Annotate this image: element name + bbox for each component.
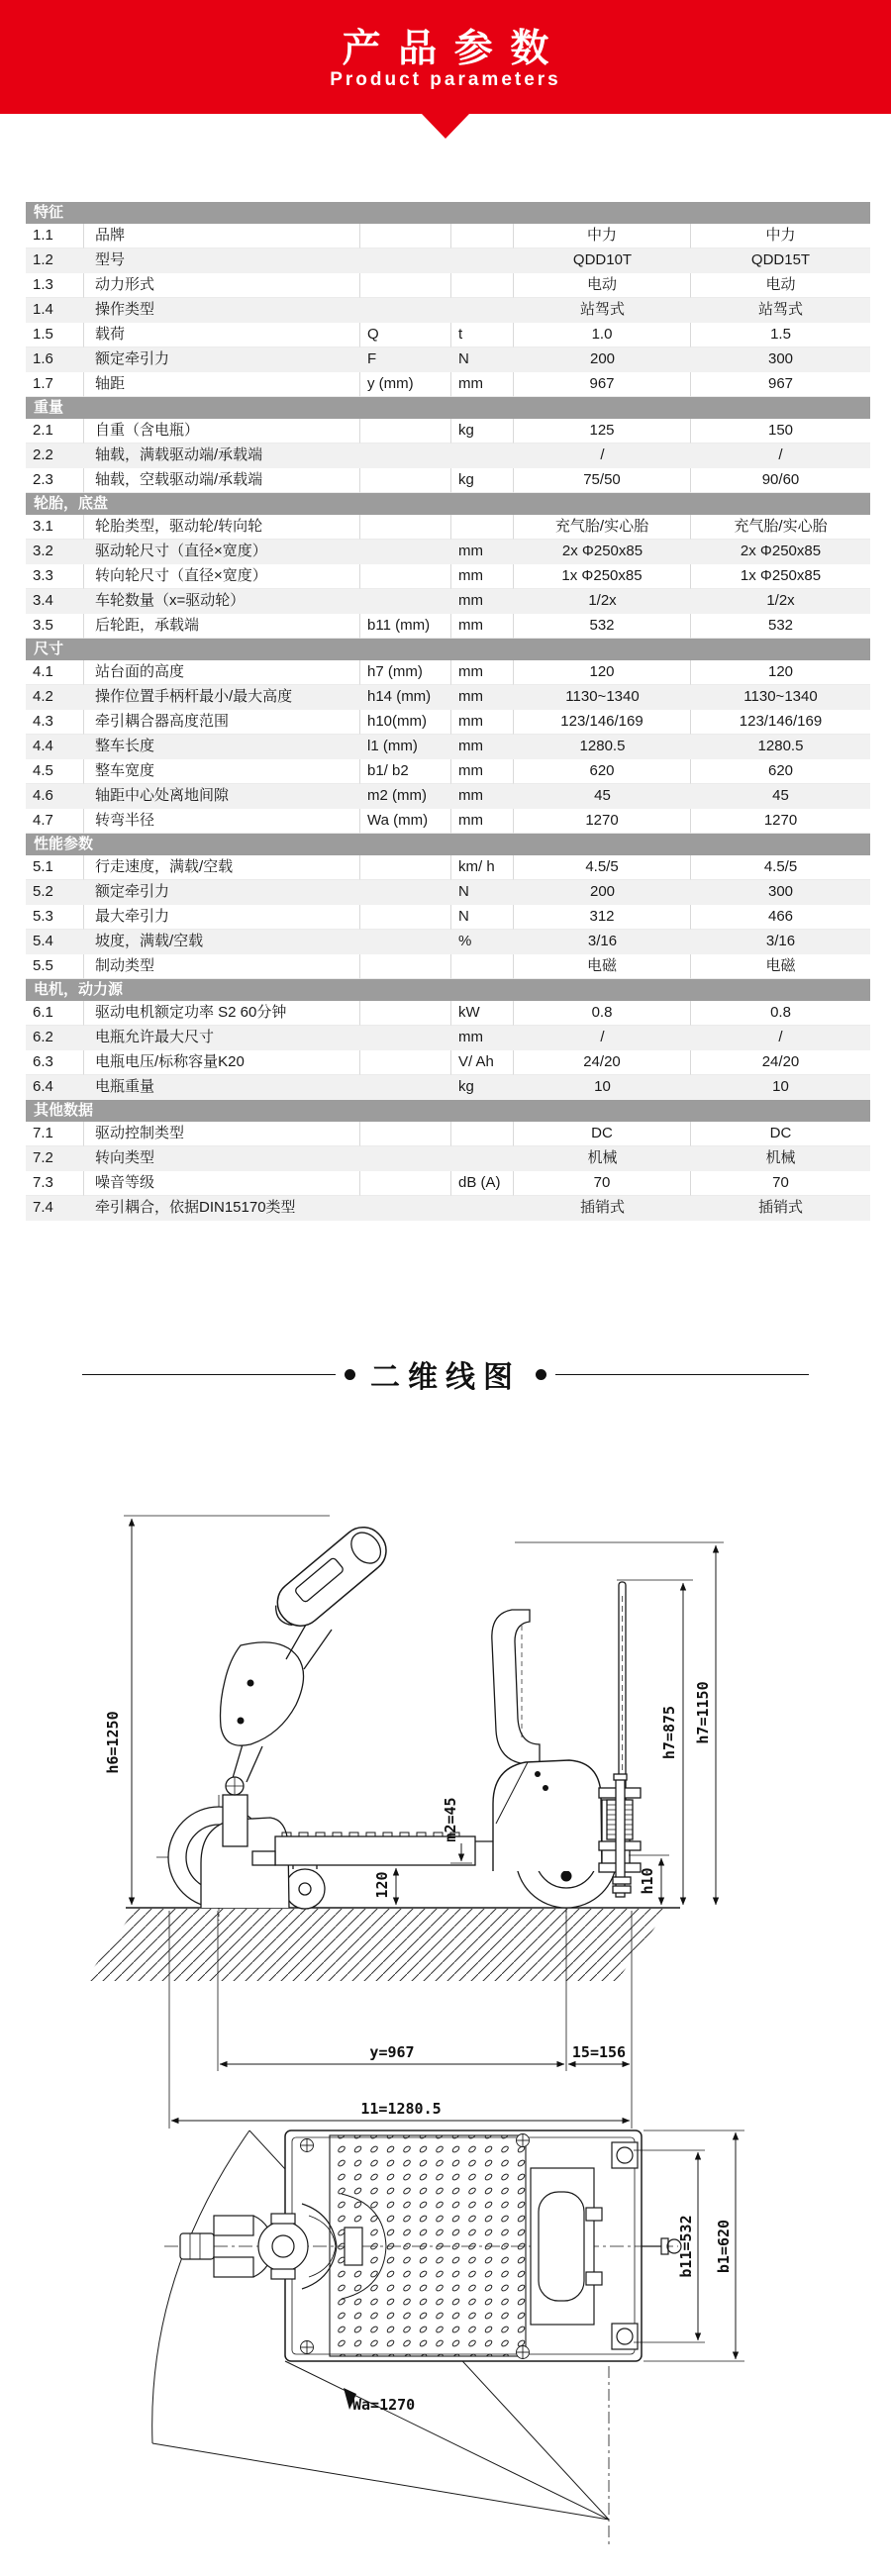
cell-value-qdd10t: 1130~1340 — [565, 688, 640, 705]
section-header: 轮胎，底盘 — [26, 493, 870, 515]
cell-value-qdd15t: 123/146/169 — [691, 710, 870, 735]
cell-symbol — [360, 444, 451, 468]
table-row — [26, 372, 870, 397]
section-header: 尺寸 — [26, 639, 870, 660]
cell-symbol — [360, 298, 451, 323]
cell-name: 操作位置手柄杆最小/最大高度 — [95, 688, 293, 705]
cell-name: 牵引耦合，依据DIN15170类型 — [95, 1199, 296, 1216]
dim-120: 120 — [373, 1871, 391, 1899]
cell-symbol — [360, 224, 451, 248]
cell-value-qdd15t: 2x Φ250x85 — [740, 543, 822, 559]
cell-value-qdd15t: QDD15T — [750, 251, 811, 268]
spec-section — [26, 493, 870, 639]
cell-value-qdd15t: 电磁 — [691, 954, 870, 979]
cell-unit — [451, 954, 514, 979]
cell-index: 6.2 — [33, 1029, 53, 1045]
cell-index: 1.5 — [26, 323, 84, 347]
cell-index: 4.3 — [26, 710, 84, 735]
cell-name: 轮胎类型，驱动轮/转向轮 — [84, 515, 360, 540]
dim-b1: b1=620 — [715, 2219, 733, 2274]
cell-value-qdd10t: 2x Φ250x85 — [561, 543, 644, 559]
table-row — [26, 298, 870, 323]
cell-index: 4.7 — [26, 809, 84, 834]
table-row — [26, 1001, 870, 1026]
cell-symbol — [360, 564, 451, 589]
table-row — [26, 468, 870, 493]
cell-unit: mm — [451, 759, 514, 784]
cell-name: 额定牵引力 — [95, 883, 170, 900]
cell-name: 轴载，空载驱动端/承载端 — [84, 468, 360, 493]
cell-value-qdd15t: 300 — [767, 350, 794, 367]
cell-symbol: Q — [360, 323, 451, 347]
table-row — [26, 855, 870, 880]
cell-name: 电瓶重量 — [95, 1078, 155, 1095]
cell-index: 6.3 — [26, 1050, 84, 1075]
cell-symbol: h14 (mm) — [367, 688, 432, 705]
cell-symbol — [360, 1026, 451, 1050]
bullet-icon — [536, 1369, 546, 1380]
cell-value-qdd15t: 300 — [767, 883, 794, 900]
cell-value-qdd10t: 200 — [589, 350, 616, 367]
cell-name: 牵引耦合器高度范围 — [84, 710, 360, 735]
cell-value-qdd15t: 24/20 — [691, 1050, 870, 1075]
cell-value-qdd15t: / — [778, 446, 783, 463]
cell-unit: mm — [451, 660, 514, 685]
cell-index: 1.2 — [33, 251, 53, 268]
page-subtitle: Product parameters — [330, 69, 561, 90]
cell-value-qdd15t: / — [778, 1029, 783, 1045]
dim-m2: m2=45 — [442, 1797, 459, 1842]
cell-symbol — [360, 419, 451, 444]
banner-pointer-icon — [422, 114, 469, 139]
cell-index: 7.3 — [26, 1171, 84, 1196]
cell-unit: mm — [458, 738, 483, 754]
tiller-grip — [265, 1519, 395, 1637]
cell-unit — [451, 224, 514, 248]
cell-unit: dB (A) — [451, 1171, 514, 1196]
cell-name: 后轮距，承载端 — [84, 614, 360, 639]
cell-value-qdd10t: 机械 — [587, 1149, 618, 1166]
table-row — [26, 759, 870, 784]
cell-value-qdd15t: 532 — [691, 614, 870, 639]
cell-value-qdd15t: 967 — [691, 372, 870, 397]
cell-value-qdd10t: 3/16 — [587, 933, 618, 949]
cell-unit: N — [458, 883, 469, 900]
table-row — [26, 930, 870, 954]
section-header: 其他数据 — [26, 1100, 870, 1122]
cell-unit: mm — [458, 543, 483, 559]
dim-wa: Wa=1270 — [352, 2396, 416, 2414]
cell-unit: kg — [451, 468, 514, 493]
cell-index: 1.3 — [26, 273, 84, 298]
cell-value-qdd10t: 站驾式 — [579, 301, 625, 318]
cell-name: 自重（含电瓶） — [84, 419, 360, 444]
cell-index: 5.5 — [26, 954, 84, 979]
cell-unit: mm — [458, 1029, 483, 1045]
cell-unit: kW — [451, 1001, 514, 1026]
cell-unit: mm — [451, 564, 514, 589]
cell-symbol — [360, 1001, 451, 1026]
cell-value-qdd15t: 620 — [691, 759, 870, 784]
table-row — [26, 614, 870, 639]
cell-name: 额定牵引力 — [95, 350, 170, 367]
cell-value-qdd10t: / — [600, 1029, 605, 1045]
table-row — [26, 273, 870, 298]
cell-value-qdd10t: 电磁 — [514, 954, 691, 979]
cell-name: 载荷 — [84, 323, 360, 347]
table-row — [26, 540, 870, 564]
cell-value-qdd15t: 150 — [691, 419, 870, 444]
cell-symbol — [360, 954, 451, 979]
cell-index: 4.6 — [33, 787, 53, 804]
cell-value-qdd10t: 中力 — [514, 224, 691, 248]
table-row — [26, 323, 870, 347]
cell-value-qdd15t: 1.5 — [691, 323, 870, 347]
cell-value-qdd10t: 75/50 — [514, 468, 691, 493]
cell-value-qdd10t: 120 — [514, 660, 691, 685]
cell-value-qdd10t: DC — [514, 1122, 691, 1146]
cell-name: 转向轮尺寸（直径×宽度） — [84, 564, 360, 589]
table-row — [26, 248, 870, 273]
cell-value-qdd10t: 4.5/5 — [514, 855, 691, 880]
cell-symbol: Wa (mm) — [360, 809, 451, 834]
cell-value-qdd10t: 200 — [589, 883, 616, 900]
cell-value-qdd15t: 90/60 — [691, 468, 870, 493]
cell-index: 2.3 — [26, 468, 84, 493]
cell-value-qdd15t: 70 — [691, 1171, 870, 1196]
cell-unit: mm — [451, 809, 514, 834]
spec-section — [26, 834, 870, 979]
cell-name: 品牌 — [84, 224, 360, 248]
cell-value-qdd10t: 312 — [514, 905, 691, 930]
cell-symbol — [360, 273, 451, 298]
spec-table — [26, 202, 870, 1221]
cell-unit: V/ Ah — [451, 1050, 514, 1075]
cell-symbol — [360, 1075, 451, 1100]
cell-value-qdd10t: 967 — [514, 372, 691, 397]
bullet-icon — [345, 1369, 355, 1380]
cell-value-qdd15t: 120 — [691, 660, 870, 685]
cell-symbol: h7 (mm) — [360, 660, 451, 685]
cell-value-qdd15t: 站驾式 — [757, 301, 803, 318]
cell-index: 6.4 — [33, 1078, 53, 1095]
cell-index: 3.3 — [26, 564, 84, 589]
cell-symbol — [360, 1122, 451, 1146]
cell-name: 坡度，满载/空载 — [95, 933, 204, 949]
cell-name: 行走速度，满载/空载 — [84, 855, 360, 880]
cell-unit: kg — [458, 1078, 474, 1095]
cell-value-qdd10t: / — [600, 446, 605, 463]
cell-name: 驱动电机额定功率 S2 60分钟 — [84, 1001, 360, 1026]
cell-name: 最大牵引力 — [84, 905, 360, 930]
cell-name: 整车长度 — [95, 738, 155, 754]
cell-unit: mm — [458, 787, 483, 804]
top-view-drawing — [139, 2129, 772, 2574]
cell-name: 制动类型 — [84, 954, 360, 979]
cell-name: 车轮数量（x=驱动轮） — [95, 592, 246, 609]
cell-symbol: l1 (mm) — [367, 738, 418, 754]
cell-value-qdd10t: QDD10T — [572, 251, 633, 268]
cell-value-qdd10t: 1.0 — [514, 323, 691, 347]
cell-value-qdd10t: 123/146/169 — [514, 710, 691, 735]
cell-value-qdd15t: 0.8 — [691, 1001, 870, 1026]
cell-symbol: y (mm) — [360, 372, 451, 397]
cell-index: 1.4 — [33, 301, 53, 318]
cell-index: 5.2 — [33, 883, 53, 900]
cell-unit: mm — [451, 710, 514, 735]
table-row — [26, 444, 870, 468]
cell-unit: t — [451, 323, 514, 347]
section-header: 电机，动力源 — [26, 979, 870, 1001]
table-row — [26, 515, 870, 540]
cell-value-qdd15t: 45 — [772, 787, 789, 804]
cell-symbol — [360, 905, 451, 930]
cell-name: 站台面的高度 — [84, 660, 360, 685]
dim-b11: b11=532 — [677, 2215, 695, 2278]
cell-index: 1.1 — [26, 224, 84, 248]
cell-value-qdd10t: 10 — [594, 1078, 611, 1095]
table-row — [26, 347, 870, 372]
spec-section — [26, 1100, 870, 1221]
cell-symbol: b11 (mm) — [360, 614, 451, 639]
table-row — [26, 809, 870, 834]
table-row — [26, 224, 870, 248]
cell-symbol: h10(mm) — [360, 710, 451, 735]
cell-index: 5.3 — [26, 905, 84, 930]
cell-name: 轴距中心处离地间隙 — [95, 787, 230, 804]
cell-value-qdd10t: 70 — [514, 1171, 691, 1196]
spec-section — [26, 397, 870, 493]
cell-index: 2.1 — [26, 419, 84, 444]
cell-value-qdd10t: 电动 — [514, 273, 691, 298]
cell-symbol — [360, 468, 451, 493]
cell-name: 操作类型 — [95, 301, 155, 318]
cell-unit — [451, 444, 514, 468]
table-row — [26, 710, 870, 735]
table-row — [26, 880, 870, 905]
cell-index: 7.2 — [33, 1149, 53, 1166]
cell-value-qdd10t: 24/20 — [514, 1050, 691, 1075]
cell-index: 3.5 — [26, 614, 84, 639]
cell-index: 5.1 — [26, 855, 84, 880]
cell-index: 4.5 — [26, 759, 84, 784]
cell-symbol: b1/ b2 — [360, 759, 451, 784]
cell-value-qdd10t: 1280.5 — [579, 738, 626, 754]
dim-y: y=967 — [369, 2043, 415, 2061]
tiller-mast — [221, 1618, 333, 1846]
cell-unit — [451, 515, 514, 540]
cell-index: 4.1 — [26, 660, 84, 685]
table-row — [26, 564, 870, 589]
cell-value-qdd15t: 中力 — [691, 224, 870, 248]
cell-symbol — [360, 589, 451, 614]
cell-value-qdd15t: 1/2x — [766, 592, 795, 609]
table-row — [26, 589, 870, 614]
cell-value-qdd15t: 1280.5 — [757, 738, 804, 754]
table-row — [26, 660, 870, 685]
table-row — [26, 1075, 870, 1100]
diagram-heading — [0, 1352, 891, 1396]
cell-symbol: F — [367, 350, 377, 367]
cell-name: 电瓶电压/标称容量K20 — [84, 1050, 360, 1075]
dim-h7-pole: h7=1150 — [694, 1681, 712, 1744]
cell-name: 轴载，满载驱动端/承载端 — [95, 446, 263, 463]
spec-section — [26, 202, 870, 397]
table-row — [26, 419, 870, 444]
rear-pin-top — [642, 2238, 681, 2254]
cell-symbol — [360, 1050, 451, 1075]
section-header: 重量 — [26, 397, 870, 419]
cell-symbol — [360, 855, 451, 880]
cell-value-qdd15t: 1270 — [691, 809, 870, 834]
cell-value-qdd10t: 125 — [514, 419, 691, 444]
cell-unit — [451, 1146, 514, 1171]
cell-value-qdd15t: 电动 — [691, 273, 870, 298]
cell-name: 电瓶允许最大尺寸 — [95, 1029, 215, 1045]
cell-index: 4.4 — [33, 738, 53, 754]
spec-section — [26, 639, 870, 834]
cell-symbol — [360, 1196, 451, 1221]
section-header: 性能参数 — [26, 834, 870, 855]
cell-symbol — [360, 540, 451, 564]
cell-value-qdd10t: 1x Φ250x85 — [514, 564, 691, 589]
cell-name: 噪音等级 — [84, 1171, 360, 1196]
cell-unit: N — [451, 905, 514, 930]
cell-value-qdd10t: 0.8 — [514, 1001, 691, 1026]
cell-value-qdd10t: 532 — [514, 614, 691, 639]
cell-value-qdd15t: 1x Φ250x85 — [691, 564, 870, 589]
cell-value-qdd10t: 插销式 — [579, 1199, 625, 1216]
cell-symbol — [360, 248, 451, 273]
cell-index: 5.4 — [33, 933, 53, 949]
cell-unit — [451, 1122, 514, 1146]
cell-value-qdd15t: 机械 — [765, 1149, 796, 1166]
cell-symbol — [360, 930, 451, 954]
side-view-drawing — [74, 1416, 817, 2148]
table-row — [26, 1026, 870, 1050]
cell-index: 6.1 — [26, 1001, 84, 1026]
cell-index: 7.1 — [26, 1122, 84, 1146]
table-row — [26, 1196, 870, 1221]
cell-index: 3.2 — [33, 543, 53, 559]
cell-unit — [451, 273, 514, 298]
cell-index: 3.1 — [26, 515, 84, 540]
section-header: 特征 — [26, 202, 870, 224]
cell-unit: mm — [458, 592, 483, 609]
cell-unit — [451, 248, 514, 273]
cell-value-qdd10t: 1270 — [514, 809, 691, 834]
dim-l5: 15=156 — [571, 2043, 627, 2061]
cell-name: 型号 — [95, 251, 126, 268]
table-row — [26, 735, 870, 759]
cell-value-qdd15t: 充气胎/实心胎 — [691, 515, 870, 540]
ground-hatch — [84, 1909, 668, 1981]
diagram-heading-text: 二维线图 — [370, 1361, 521, 1394]
cell-value-qdd15t: 466 — [691, 905, 870, 930]
cell-unit: mm — [458, 688, 483, 705]
cell-value-qdd10t: 1/2x — [588, 592, 617, 609]
cell-symbol — [360, 1146, 451, 1171]
cell-symbol — [360, 1171, 451, 1196]
cell-value-qdd15t: DC — [691, 1122, 870, 1146]
cell-symbol — [360, 515, 451, 540]
cell-value-qdd10t: 620 — [514, 759, 691, 784]
dim-h7-platform: h7=875 — [660, 1705, 678, 1760]
cell-name: 动力形式 — [84, 273, 360, 298]
backrest-pad — [492, 1610, 540, 1764]
battery-module-top — [531, 2168, 602, 2325]
cell-index: 1.7 — [26, 372, 84, 397]
dim-h10: h10 — [639, 1867, 656, 1895]
cell-name: 整车宽度 — [84, 759, 360, 784]
table-row — [26, 1122, 870, 1146]
cell-name: 转弯半径 — [84, 809, 360, 834]
cell-index: 4.2 — [33, 688, 53, 705]
spec-section — [26, 979, 870, 1100]
cell-value-qdd15t: 10 — [772, 1078, 789, 1095]
table-row — [26, 784, 870, 809]
table-row — [26, 954, 870, 979]
cell-value-qdd15t: 3/16 — [765, 933, 796, 949]
cell-value-qdd15t: 4.5/5 — [691, 855, 870, 880]
dim-h6: h6=1250 — [104, 1711, 122, 1774]
cell-value-qdd10t: 45 — [594, 787, 611, 804]
cell-unit: km/ h — [451, 855, 514, 880]
table-row — [26, 1146, 870, 1171]
cell-value-qdd15t: 插销式 — [757, 1199, 803, 1216]
cell-index: 7.4 — [33, 1199, 53, 1216]
cell-unit: mm — [451, 372, 514, 397]
dim-l1: 11=1280.5 — [360, 2100, 442, 2118]
table-row — [26, 905, 870, 930]
table-row — [26, 1050, 870, 1075]
cell-value-qdd15t: 1130~1340 — [743, 688, 818, 705]
table-row — [26, 1171, 870, 1196]
cell-unit: N — [458, 350, 469, 367]
cell-index: 2.2 — [33, 446, 53, 463]
cell-unit: % — [458, 933, 472, 949]
cell-unit: mm — [451, 614, 514, 639]
table-row — [26, 685, 870, 710]
cell-name: 驱动轮尺寸（直径×宽度） — [95, 543, 267, 559]
cell-index: 1.6 — [33, 350, 53, 367]
cell-name: 驱动控制类型 — [84, 1122, 360, 1146]
cell-unit: kg — [451, 419, 514, 444]
cell-unit — [451, 298, 514, 323]
divider-line — [82, 1374, 336, 1375]
page-header — [0, 0, 891, 114]
cell-value-qdd10t: 充气胎/实心胎 — [514, 515, 691, 540]
body-frame — [164, 2130, 678, 2361]
cell-name: 转向类型 — [95, 1149, 155, 1166]
cell-index: 3.4 — [33, 592, 53, 609]
cell-name: 轴距 — [84, 372, 360, 397]
divider-line — [555, 1374, 809, 1375]
page-title: 产品参数 — [342, 28, 566, 70]
cell-symbol: m2 (mm) — [367, 787, 427, 804]
cell-symbol — [360, 880, 451, 905]
cell-unit — [451, 1196, 514, 1221]
